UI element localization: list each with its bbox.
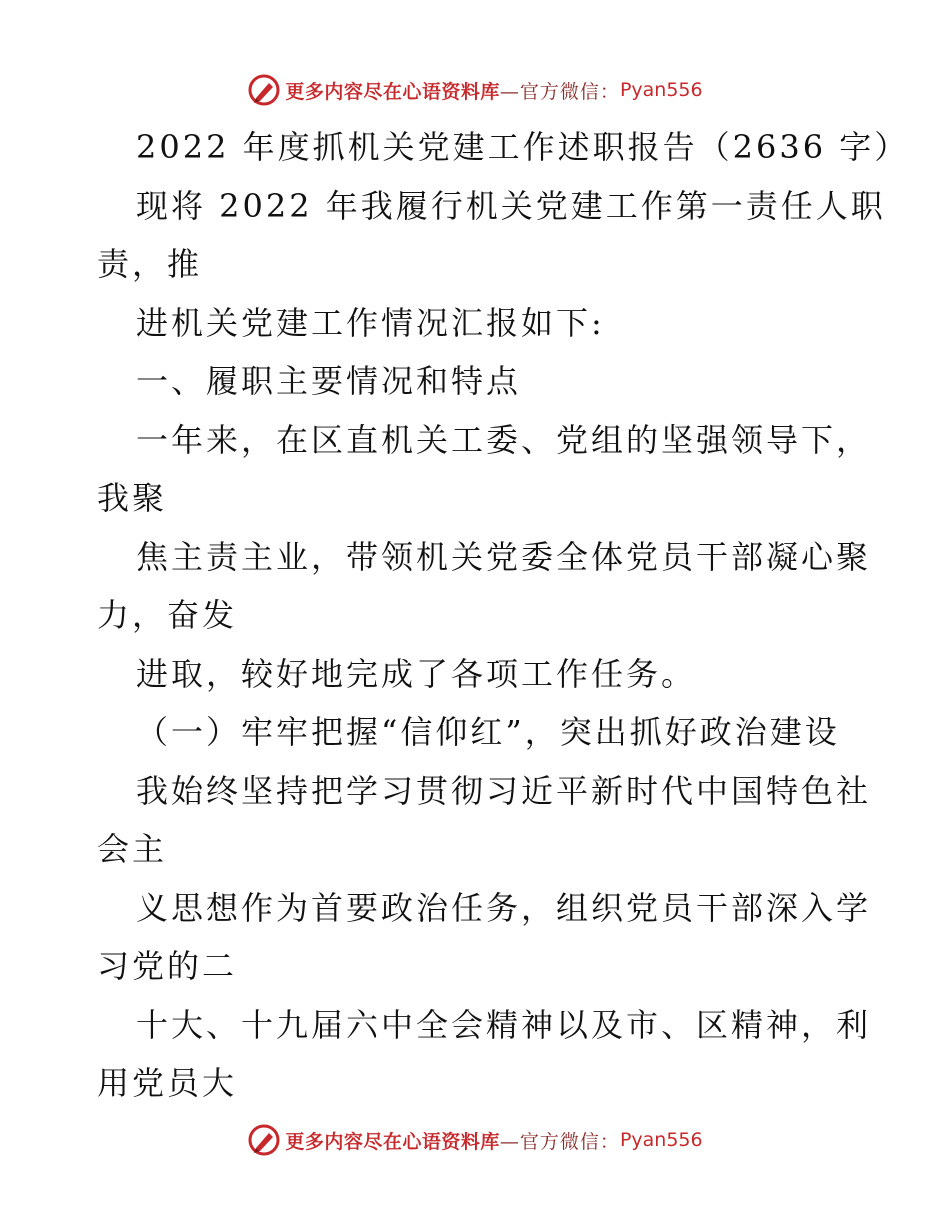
header-banner-title: 更多内容尽在心语资料库 <box>285 80 500 103</box>
paragraph-line: 我聚 <box>97 479 168 517</box>
paragraph-line: 现将 2022 年我履行机关党建工作第一责任人职 <box>136 187 886 225</box>
header-banner <box>0 70 950 110</box>
paragraph-line: 义思想作为首要政治任务，组织党员干部深入学 <box>136 889 872 927</box>
paragraph-line: 一年来，在区直机关工委、党组的坚强领导下， <box>136 421 872 459</box>
paragraph-line: 会主 <box>97 830 168 868</box>
header-banner-subtitle: —官方微信： <box>499 80 620 103</box>
footer-banner <box>0 1120 950 1160</box>
paragraph-line: 焦主责主业，带领机关党委全体党员干部凝心聚 <box>136 538 872 576</box>
header-banner-wechat-id: Pyan556 <box>619 79 703 101</box>
footer-banner-subtitle: —官方微信： <box>499 1130 620 1153</box>
paragraph-line: 进取，较好地完成了各项工作任务。 <box>136 655 697 693</box>
footer-banner-title: 更多内容尽在心语资料库 <box>285 1130 500 1153</box>
pen-logo-icon <box>247 1123 281 1157</box>
paragraph-line: 进机关党建工作情况汇报如下: <box>136 304 605 342</box>
paragraph-line: 习党的二 <box>97 947 238 985</box>
document-title: 2022 年度抓机关党建工作述职报告（2636 字） <box>136 128 910 166</box>
footer-banner-wechat-id: Pyan556 <box>619 1129 703 1151</box>
paragraph-line: 十大、十九届六中全会精神以及市、区精神，利 <box>136 1006 872 1044</box>
pen-logo-icon <box>247 73 281 107</box>
paragraph-line: 用党员大 <box>97 1064 238 1102</box>
paragraph-line: 我始终坚持把学习贯彻习近平新时代中国特色社 <box>136 772 872 810</box>
paragraph-line: 力，奋发 <box>97 596 238 634</box>
section-heading: 一、履职主要情况和特点 <box>136 362 522 400</box>
paragraph-line: 责，推 <box>97 245 203 283</box>
subsection-heading: （一）牢牢把握“信仰红”，突出抓好政治建设 <box>136 713 840 751</box>
